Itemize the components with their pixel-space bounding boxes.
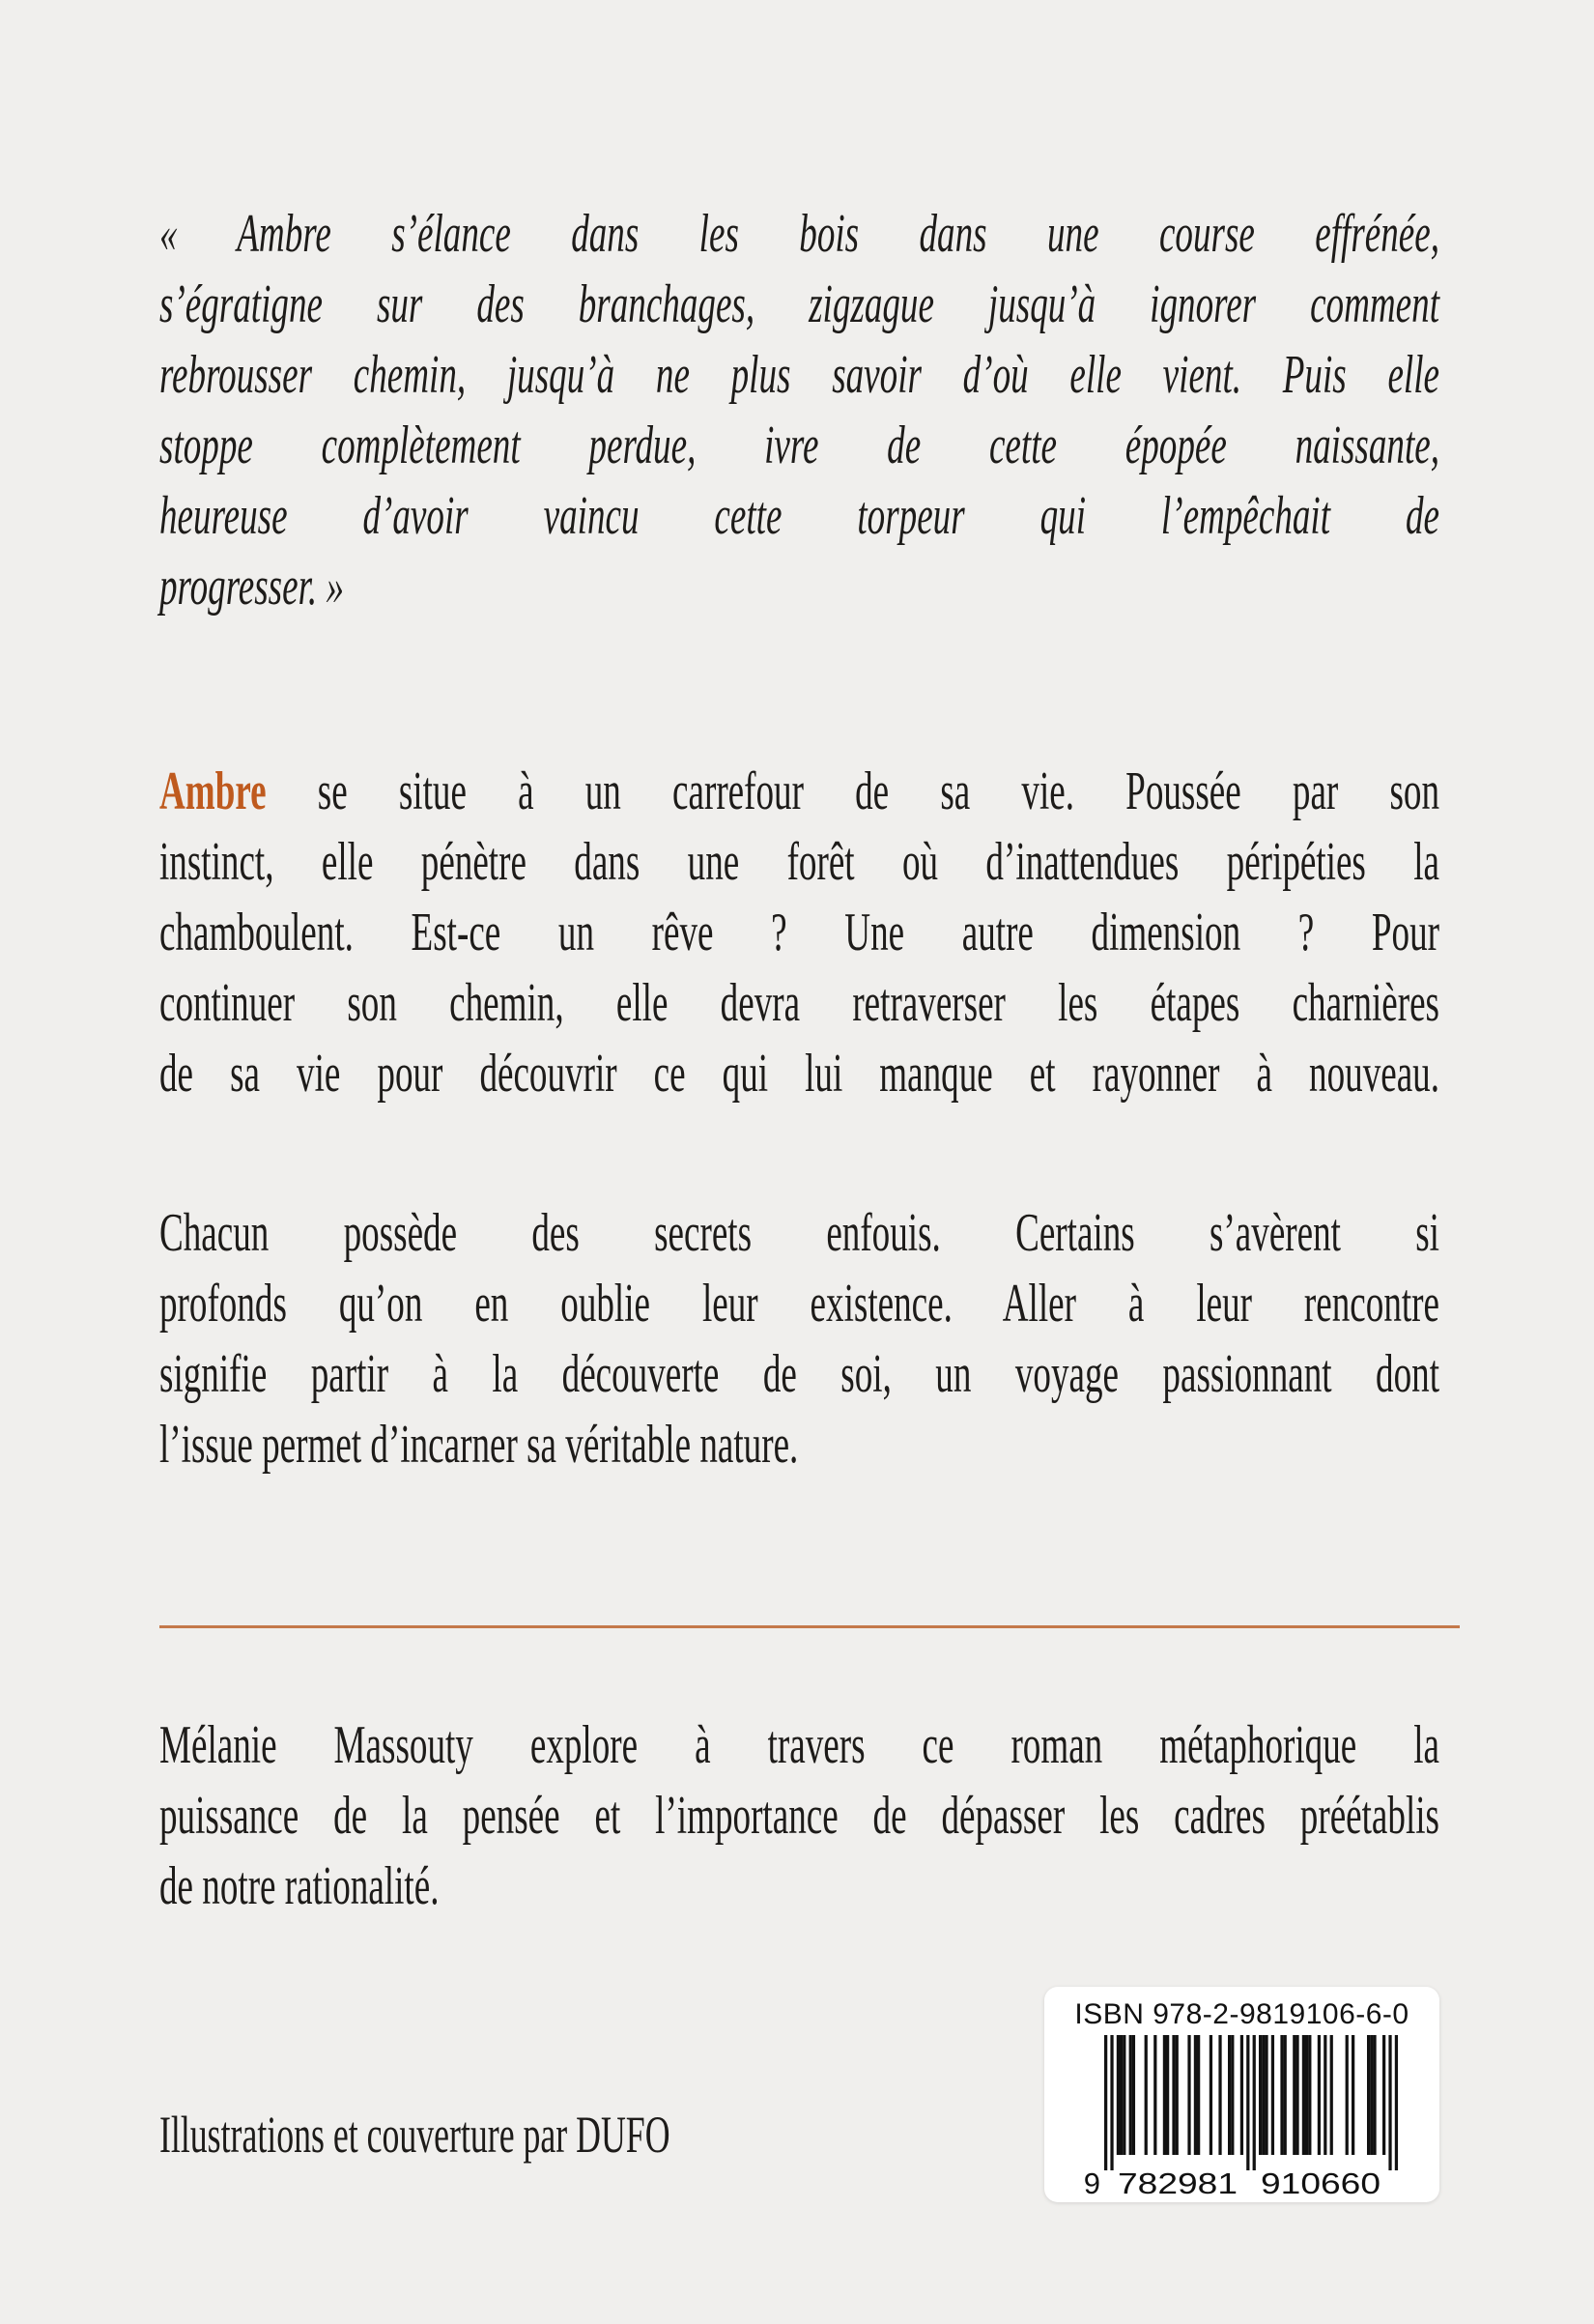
text-line: signifie partir à la découverte de soi, un voyage passionnant dont xyxy=(159,1344,1439,1404)
credits-text: Illustrations et couverture par DUFO xyxy=(159,2106,670,2164)
text-line: Ambre se situe à un carrefour de sa vie. Poussée par son xyxy=(159,761,1440,821)
ean13-barcode xyxy=(1083,2035,1402,2197)
text-line: puissance de la pensée et l’importance de dépasser les cadres préétablis xyxy=(159,1786,1439,1846)
text-line: progresser. » xyxy=(159,557,345,617)
barcode-digit-prefix: 9 xyxy=(1083,2166,1100,2197)
isbn-label: ISBN 978-2-9819106-6-0 xyxy=(1074,1998,1409,2030)
highlight-word: Ambre xyxy=(159,761,267,821)
text-line: Mélanie Massouty explore à travers ce roman métaphorique la xyxy=(159,1715,1439,1775)
author-paragraph xyxy=(159,1710,1594,1922)
synopsis-paragraph xyxy=(159,757,1594,1109)
text-line: continuer son chemin, elle devra retraverser les étapes charnières xyxy=(159,973,1439,1033)
text-line: rebrousser chemin, jusqu’à ne plus savoir d’où elle vient. Puis elle xyxy=(159,345,1439,405)
text-line: l’issue permet d’incarner sa véritable nature. xyxy=(159,1415,799,1475)
barcode-digits-group2: 910660 xyxy=(1261,2166,1381,2197)
text-line: « Ambre s’élance dans les bois dans une course effrénée, xyxy=(159,204,1439,264)
barcode-bars xyxy=(1104,2035,1398,2170)
secrets-paragraph xyxy=(159,1198,1594,1480)
divider-rule xyxy=(159,1625,1460,1628)
text-line: de notre rationalité. xyxy=(159,1856,440,1916)
text-line: de sa vie pour découvrir ce qui lui manque et rayonner à nouveau. xyxy=(159,1044,1439,1104)
text-line: heureuse d’avoir vaincu cette torpeur qui l’empêchait de xyxy=(159,486,1439,546)
text-line: Chacun possède des secrets enfouis. Certains s’avèrent si xyxy=(159,1203,1439,1263)
text-column xyxy=(0,199,1594,1922)
isbn-barcode-card xyxy=(1044,1987,1439,2202)
text-line: instinct, elle pénètre dans une forêt où d’inattendues péripéties la xyxy=(159,832,1439,892)
text-line: stoppe complètement perdue, ivre de cette épopée naissante, xyxy=(159,416,1439,475)
text-line: profonds qu’on en oublie leur existence. Aller à leur rencontre xyxy=(159,1274,1439,1334)
text-line: s’égratigne sur des branchages, zigzague jusqu’à ignorer comment xyxy=(159,274,1439,334)
quote-paragraph xyxy=(159,199,1594,622)
text-line: chamboulent. Est-ce un rêve ? Une autre dimension ? Pour xyxy=(159,903,1439,962)
barcode-digits-group1: 782981 xyxy=(1118,2166,1238,2197)
